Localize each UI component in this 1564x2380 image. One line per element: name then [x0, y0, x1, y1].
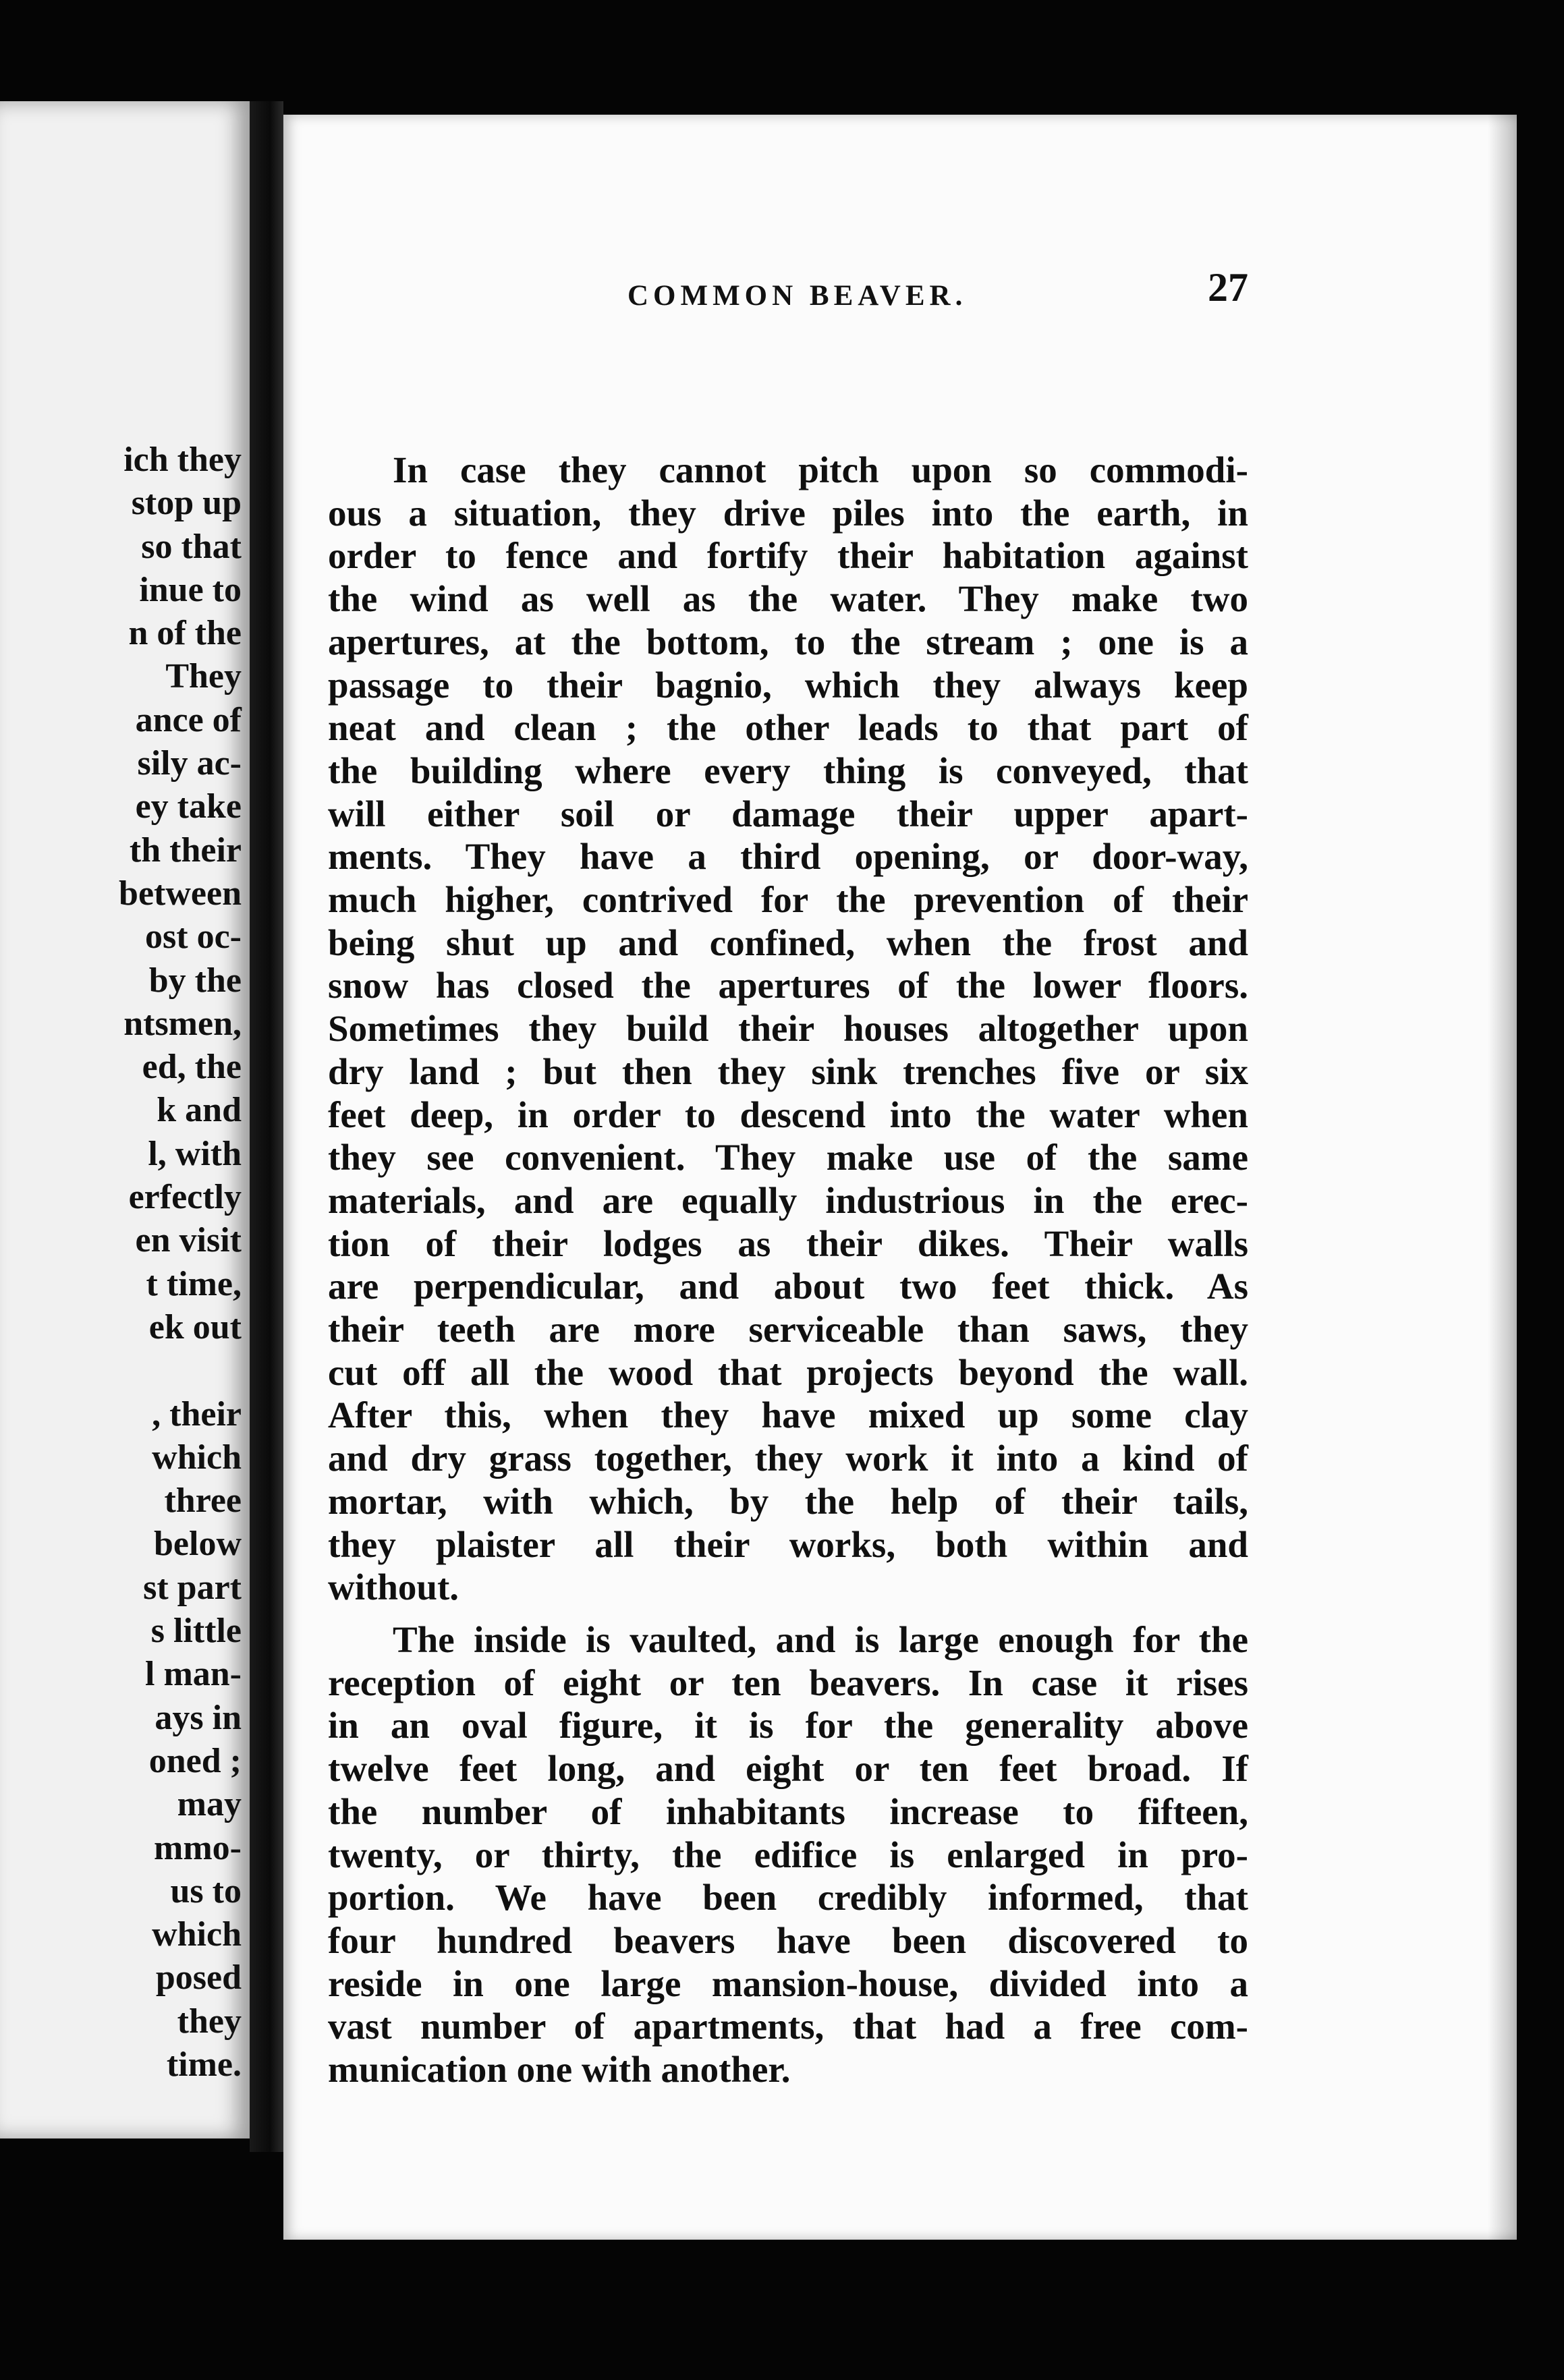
text-line: dry land ; but then they sink trenches five or six	[328, 1050, 1248, 1092]
facing-page-line: below	[154, 1525, 242, 1564]
facing-page-line: three	[164, 1481, 242, 1521]
text-line: feet deep, in order to descend into the water when	[328, 1094, 1248, 1135]
facing-page-line: l, with	[148, 1134, 242, 1173]
text-line: they plaister all their works, both within and	[328, 1523, 1248, 1565]
facing-page-line: k and	[157, 1091, 242, 1130]
text-line: order to fence and fortify their habitation against	[328, 535, 1248, 577]
facing-page-line: which	[152, 1438, 242, 1477]
facing-page-line: posed	[155, 1958, 242, 1998]
text-line: are perpendicular, and about two feet thick. As	[328, 1266, 1248, 1307]
facing-page-line: by the	[148, 961, 242, 1000]
facing-page-line: which	[152, 1915, 242, 1954]
text-line: mortar, with which, by the help of their tails,	[328, 1480, 1248, 1522]
text-line: reception of eight or ten beavers. In case it rises	[328, 1662, 1248, 1703]
facing-page-line: oned ;	[148, 1741, 242, 1780]
facing-page-line: sily ac-	[137, 744, 242, 783]
text-line: Sometimes they build their houses altogether upon	[328, 1008, 1248, 1050]
text-line: munication one with another.	[328, 2049, 791, 2091]
text-line: The inside is vaulted, and is large enough for the	[393, 1618, 1248, 1660]
facing-page-line: l man-	[145, 1655, 242, 1694]
facing-page-line: st part	[143, 1568, 242, 1607]
text-line: will either soil or damage their upper apart-	[328, 793, 1248, 834]
text-line: the building where every thing is conveyed, that	[328, 749, 1248, 791]
text-line: four hundred beavers have been discovered to	[328, 1919, 1248, 1961]
facing-page-line: ost oc-	[145, 917, 242, 957]
text-line: ous a situation, they drive piles into the earth, in	[328, 492, 1248, 534]
text-line: twelve feet long, and eight or ten feet broad. If	[328, 1748, 1248, 1790]
paragraph	[328, 1618, 1248, 2091]
facing-page-line: n of the	[128, 614, 242, 653]
facing-page-line: mmo-	[154, 1828, 242, 1867]
facing-page-line: s little	[150, 1612, 242, 1651]
facing-page	[0, 101, 250, 2138]
facing-page-line: , their	[152, 1394, 242, 1434]
text-line: neat and clean ; the other leads to that part of	[328, 707, 1248, 749]
text-line: portion. We have been credibly informed, that	[328, 1877, 1248, 1919]
facing-page-line: en visit	[135, 1221, 242, 1260]
facing-page-line: erfectly	[128, 1178, 242, 1217]
text-line: being shut up and confined, when the frost and	[328, 922, 1248, 963]
text-line: the wind as well as the water. They make two	[328, 578, 1248, 620]
text-line: reside in one large mansion-house, divided into a	[328, 1962, 1248, 2004]
text-line: their teeth are more serviceable than saws, they	[328, 1309, 1248, 1351]
facing-page-line	[39, 1349, 242, 1392]
text-line: snow has closed the apertures of the lower floors.	[328, 965, 1248, 1007]
facing-page-line: ich they	[123, 441, 242, 479]
text-line: materials, and are equally industrious in the erec-	[328, 1179, 1248, 1221]
facing-page-line: may	[177, 1785, 242, 1824]
running-head: COMMON BEAVER.	[627, 280, 968, 312]
facing-page-line: they	[177, 2002, 242, 2041]
text-line: much higher, contrived for the prevention of their	[328, 879, 1248, 921]
facing-page-line: t time,	[146, 1264, 242, 1303]
facing-page-line: between	[119, 874, 242, 913]
page-edge-shadow	[1488, 115, 1517, 2240]
facing-page-line: ed, the	[142, 1048, 242, 1087]
facing-page-line: time.	[166, 2045, 242, 2084]
facing-page-line: inue to	[139, 570, 242, 609]
facing-page-line: They	[165, 657, 242, 696]
text-line: the number of inhabitants increase to fifteen,	[328, 1790, 1248, 1832]
text-line: without.	[328, 1566, 459, 1608]
facing-page-line: ey take	[135, 787, 242, 826]
text-line: vast number of apartments, that had a free com-	[328, 2006, 1248, 2047]
text-line: ments. They have a third opening, or door-way,	[328, 836, 1248, 878]
body-text	[328, 449, 1248, 2091]
text-line: apertures, at the bottom, to the stream ; one is a	[328, 621, 1248, 662]
facing-page-text	[39, 438, 242, 2087]
text-line: tion of their lodges as their dikes. Their walls	[328, 1222, 1248, 1264]
facing-page-line: stop up	[131, 484, 242, 523]
facing-page-line: ance of	[135, 700, 242, 739]
text-line: they see convenient. They make use of the same	[328, 1137, 1248, 1179]
facing-page-line: ntsmen,	[123, 1004, 242, 1043]
facing-page-line: ays in	[155, 1698, 242, 1737]
facing-page-line: th their	[129, 830, 242, 870]
text-line: passage to their bagnio, which they always keep	[328, 664, 1248, 706]
text-line: In case they cannot pitch upon so commodi-	[393, 449, 1248, 490]
page-header	[344, 264, 1248, 318]
facing-page-line: so that	[141, 527, 242, 566]
text-line: and dry grass together, they work it into a kind of	[328, 1438, 1248, 1479]
page-number: 27	[1208, 265, 1248, 310]
text-line: After this, when they have mixed up some clay	[328, 1394, 1248, 1436]
facing-page-line: us to	[170, 1871, 242, 1910]
book-gutter	[250, 101, 283, 2152]
text-line: cut off all the wood that projects beyond the wall.	[328, 1351, 1248, 1393]
facing-page-line: ek out	[148, 1307, 242, 1347]
text-line: in an oval figure, it is for the generality above	[328, 1705, 1248, 1747]
text-line: twenty, or thirty, the edifice is enlarged in pro-	[328, 1834, 1248, 1875]
paragraph	[328, 449, 1248, 1609]
